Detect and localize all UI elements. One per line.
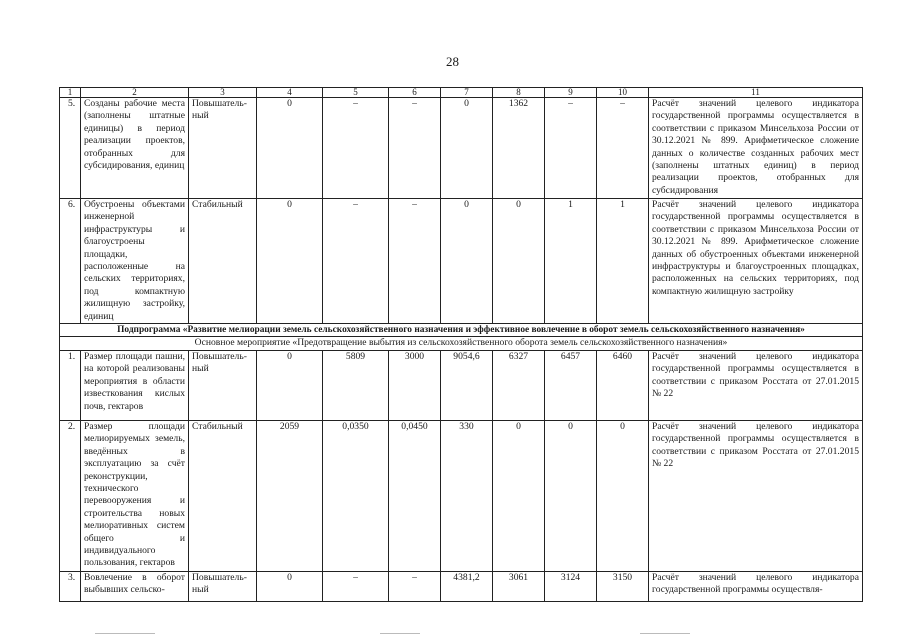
subprogram-title: Подпрограмма «Развитие мелиорации земель сельскохозяйственного назначения и эффективное вовлечение в оборот земель сельскохозяйственного назначения»: [60, 324, 863, 337]
value-cell: 1: [597, 199, 649, 324]
value-cell: 0: [257, 571, 323, 601]
value-cell: 0: [441, 199, 493, 324]
indicator-name: Размер площади мелиорируемых земель, введённых в эксплуатацию за счёт реконструкции, технического перевооружения и строительства новых мелиоративных систем общего и индивидуального пользования, гектаров: [81, 420, 189, 571]
header-cell: 1: [60, 88, 81, 98]
indicator-type: Стабильный: [189, 420, 257, 571]
header-cell: 6: [389, 88, 441, 98]
row-number: 1.: [60, 350, 81, 420]
main-activity-title: Основное мероприятие «Предотвращение выбытия из сельскохозяйственного оборота земель сельскохозяйственного назначения»: [60, 337, 863, 350]
indicator-type: Повышатель-ный: [189, 571, 257, 601]
indicator-name: Созданы рабочие места (заполнены штатные единицы) в период реализации проектов, отобранных для субсидирования, единиц: [81, 98, 189, 199]
calculation-method: Расчёт значений целевого индикатора государственной программы осуществляется в соответствии с приказом Минсельхоза России от 30.12.2021 № 899. Арифметическое сложение данных о количестве созданных рабочих мест (заполнены штатных единиц) в период реализации проектов, отобранных для субсидирования: [649, 98, 863, 199]
value-cell: 3000: [389, 350, 441, 420]
scan-artifact-line: [95, 633, 155, 634]
value-cell: –: [323, 98, 389, 199]
scan-artifact-line: [380, 633, 420, 634]
value-cell: 6327: [493, 350, 545, 420]
value-cell: 0: [597, 420, 649, 571]
value-cell: 0: [493, 199, 545, 324]
value-cell: –: [389, 199, 441, 324]
table-row: [60, 98, 863, 199]
table-header-row: [60, 88, 863, 98]
value-cell: 1362: [493, 98, 545, 199]
header-cell: 8: [493, 88, 545, 98]
row-number: 3.: [60, 571, 81, 601]
table-row: [60, 350, 863, 420]
indicator-type: Повышатель-ный: [189, 98, 257, 199]
value-cell: 0: [257, 350, 323, 420]
indicator-name: Обустроены объектами инженерной инфраструктуры и благоустроены площадки, расположенные на сельских территориях, под компактную жилищную застройку, единиц: [81, 199, 189, 324]
header-cell: 10: [597, 88, 649, 98]
value-cell: 9054,6: [441, 350, 493, 420]
calculation-method: Расчёт значений целевого индикатора государственной программы осуществляется в соответствии с приказом Росстата от 27.01.2015 № 22: [649, 420, 863, 571]
table-row: [60, 199, 863, 324]
value-cell: 0: [441, 98, 493, 199]
value-cell: 4381,2: [441, 571, 493, 601]
subprogram-row: [60, 324, 863, 337]
value-cell: –: [545, 98, 597, 199]
value-cell: 0: [493, 420, 545, 571]
value-cell: 0: [257, 98, 323, 199]
calculation-method: Расчёт значений целевого индикатора государственной программы осуществляется в соответствии с приказом Росстата от 27.01.2015 № 22: [649, 350, 863, 420]
header-cell: 5: [323, 88, 389, 98]
value-cell: –: [323, 199, 389, 324]
value-cell: 0,0350: [323, 420, 389, 571]
value-cell: 0,0450: [389, 420, 441, 571]
indicator-type: Стабильный: [189, 199, 257, 324]
value-cell: –: [597, 98, 649, 199]
row-number: 6.: [60, 199, 81, 324]
value-cell: 3150: [597, 571, 649, 601]
page-number: 28: [446, 54, 459, 69]
table-row: [60, 571, 863, 601]
calculation-method: Расчёт значений целевого индикатора государственной программы осуществляется в соответствии с приказом Минсельхоза России от 30.12.2021 № 899. Арифметическое сложение данных об обустроенных объектами инженерной инфраструктуры и благоустроенных площадках, расположенных на сельских территориях, под компактную жилищную застройку: [649, 199, 863, 324]
value-cell: 1: [545, 199, 597, 324]
header-cell: 4: [257, 88, 323, 98]
indicator-name: Размер площади пашни, на которой реализованы мероприятия в области известкования кислых почв, гектаров: [81, 350, 189, 420]
table-row: [60, 420, 863, 571]
value-cell: 0: [257, 199, 323, 324]
indicator-table: [59, 87, 863, 602]
value-cell: 6460: [597, 350, 649, 420]
header-cell: 3: [189, 88, 257, 98]
value-cell: –: [323, 571, 389, 601]
value-cell: 5809: [323, 350, 389, 420]
value-cell: 0: [545, 420, 597, 571]
scan-artifact-line: [640, 633, 690, 634]
value-cell: 3124: [545, 571, 597, 601]
value-cell: 6457: [545, 350, 597, 420]
value-cell: –: [389, 571, 441, 601]
value-cell: 2059: [257, 420, 323, 571]
header-cell: 11: [649, 88, 863, 98]
row-number: 5.: [60, 98, 81, 199]
header-cell: 9: [545, 88, 597, 98]
value-cell: 3061: [493, 571, 545, 601]
indicator-type: Повышатель-ный: [189, 350, 257, 420]
value-cell: 330: [441, 420, 493, 571]
main-activity-row: [60, 337, 863, 350]
row-number: 2.: [60, 420, 81, 571]
calculation-method: Расчёт значений целевого индикатора государственной программы осуществля-: [649, 571, 863, 601]
indicator-name: Вовлечение в оборот выбывших сельско-: [81, 571, 189, 601]
header-cell: 7: [441, 88, 493, 98]
value-cell: –: [389, 98, 441, 199]
header-cell: 2: [81, 88, 189, 98]
